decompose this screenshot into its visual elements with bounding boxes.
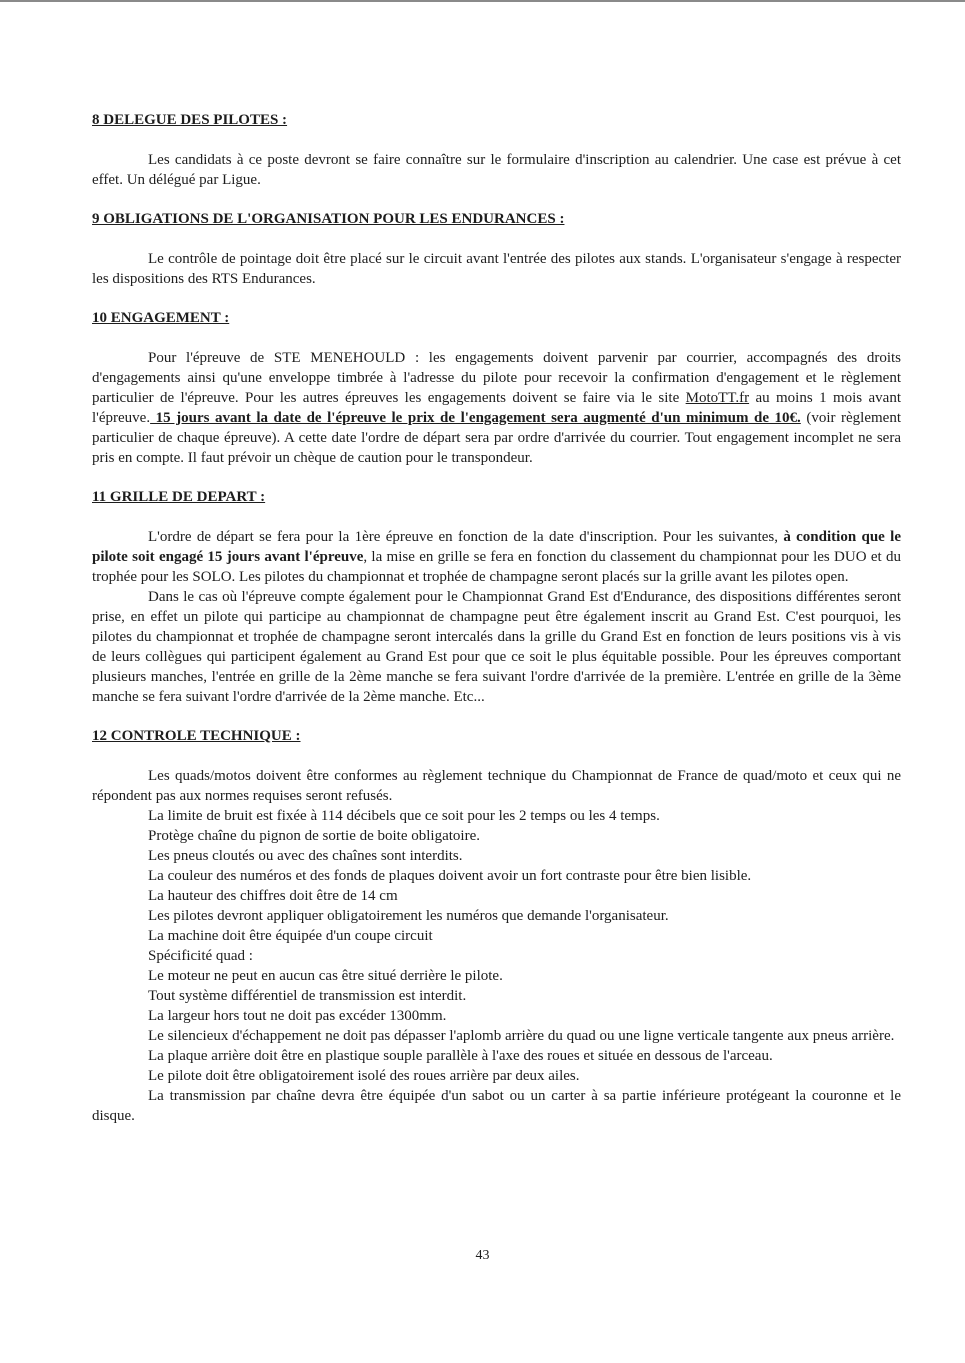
section-12-item: La plaque arrière doit être en plastique souple parallèle à l'axe des roues et située en dessous de l'arceau. bbox=[148, 1048, 773, 1064]
section-12-item: Les pneus cloutés ou avec des chaînes sont interdits. bbox=[148, 848, 463, 864]
section-11-condition: à condition que le pilote soit engagé 15 jours avant l'épreuve bbox=[92, 529, 901, 565]
section-10-text-part: Pour l'épreuve de STE MENEHOULD : les engagements doivent parvenir par courrier, accompagnés des droits d'engagements ainsi qu'une enveloppe timbrée à l'adresse du pilote pour recevoir la confirmation d'engagement et le règlement particulier de l'épreuve. Pour les autres épreuves les engagements doivent se faire via le site bbox=[92, 350, 901, 406]
section-12-title: 12 CONTROLE TECHNIQUE : bbox=[92, 728, 301, 744]
section-9-text: Le contrôle de pointage doit être placé sur le circuit avant l'entrée des pilotes aux stands. L'organisateur s'engage à respecter les dispositions des RTS Endurances. bbox=[92, 251, 901, 287]
section-12-item: La largeur hors tout ne doit pas excéder 1300mm. bbox=[148, 1008, 447, 1024]
section-8-title: 8 DELEGUE DES PILOTES : bbox=[92, 112, 288, 128]
section-12-item: La machine doit être équipée d'un coupe circuit bbox=[148, 928, 433, 944]
section-12-item: Le silencieux d'échappement ne doit pas dépasser l'aplomb arrière du quad ou une ligne verticale tangente aux pneus arrière. bbox=[148, 1028, 895, 1044]
section-10-title: 10 ENGAGEMENT : bbox=[92, 310, 230, 326]
section-8-text: Les candidats à ce poste devront se faire connaître sur le formulaire d'inscription au calendrier. Une case est prévue à cet effet. Un délégué par Ligue. bbox=[92, 152, 901, 188]
page-number: 43 bbox=[475, 1248, 490, 1263]
section-12-item: Les pilotes devront appliquer obligatoirement les numéros que demande l'organisateur. bbox=[148, 908, 669, 924]
section-10-price-warning: 15 jours avant la date de l'épreuve le prix de l'engagement sera augmenté d'un minimum de 10€. bbox=[150, 410, 801, 426]
section-12-item: La transmission par chaîne devra être équipée d'un sabot ou un carter à sa partie inférieure protégeant la couronne et le disque. bbox=[92, 1088, 901, 1124]
section-12-item: Protège chaîne du pignon de sortie de boite obligatoire. bbox=[148, 828, 480, 844]
section-11-text-2: Dans le cas où l'épreuve compte également pour le Championnat Grand Est d'Endurance, des dispositions différentes seront prise, en effet un pilote qui participe au championnat de champagne peut être également inscrit au Grand Est. C'est pourquoi, les pilotes du championnat et trophée de champagne seront intercalés dans la grille du Grand Est en fonction de leurs positions vis à vis de leurs collègues qui participent également au Grand Est pour que ce soit le plus équitable possible. Pour les épreuves comportant plusieurs manches, l'entrée en grille de la 2ème manche se fera suivant l'ordre d'arrivée de la première. L'entrée en grille de la 3ème manche se fera suivant l'ordre d'arrivée de la 2ème manche. Etc... bbox=[92, 589, 901, 705]
section-11-text-part: L'ordre de départ se fera pour la 1ère épreuve en fonction de la date d'inscription. Pour les suivantes, bbox=[148, 529, 784, 545]
section-12-item: La hauteur des chiffres doit être de 14 cm bbox=[148, 888, 398, 904]
section-10-text bbox=[92, 348, 901, 468]
section-12-item: Le pilote doit être obligatoirement isolé des roues arrière par deux ailes. bbox=[148, 1068, 580, 1084]
section-10-text-part: au moins 1 mois avant l'épreuve. bbox=[92, 390, 901, 426]
section-12-item: Tout système différentiel de transmission est interdit. bbox=[148, 988, 467, 1004]
section-9-title: 9 OBLIGATIONS DE L'ORGANISATION POUR LES ENDURANCES : bbox=[92, 211, 565, 227]
document-body bbox=[92, 110, 901, 1126]
section-10-text-part: (voir règlement particulier de chaque épreuve). A cette date l'ordre de départ sera par ordre d'arrivée du courrier. Tout engagement incomplet ne sera pris en compte. Il faut prévoir un chèque de caution pour le transpondeur. bbox=[92, 410, 901, 466]
section-11-text bbox=[92, 527, 901, 587]
section-12-item: La couleur des numéros et des fonds de plaques doivent avoir un fort contraste pour être bien lisible. bbox=[148, 868, 752, 884]
motott-link[interactable]: MotoTT.fr bbox=[685, 390, 750, 406]
section-11-title: 11 GRILLE DE DEPART : bbox=[92, 489, 266, 505]
section-12-item: La limite de bruit est fixée à 114 décibels que ce soit pour les 2 temps ou les 4 temps. bbox=[148, 808, 660, 824]
section-11-text-part: , la mise en grille se fera en fonction du classement du championnat pour les DUO et du trophée pour les SOLO. Les pilotes du championnat et trophée de champagne seront placés sur la grille avant les pilotes open. bbox=[92, 549, 901, 585]
section-12-item: Spécificité quad : bbox=[148, 948, 253, 964]
page-top-border bbox=[0, 0, 965, 2]
section-12-item: Les quads/motos doivent être conformes au règlement technique du Championnat de France de quad/moto et ceux qui ne répondent pas aux normes requises seront refusés. bbox=[92, 768, 901, 804]
section-12-item: Le moteur ne peut en aucun cas être situé derrière le pilote. bbox=[148, 968, 503, 984]
